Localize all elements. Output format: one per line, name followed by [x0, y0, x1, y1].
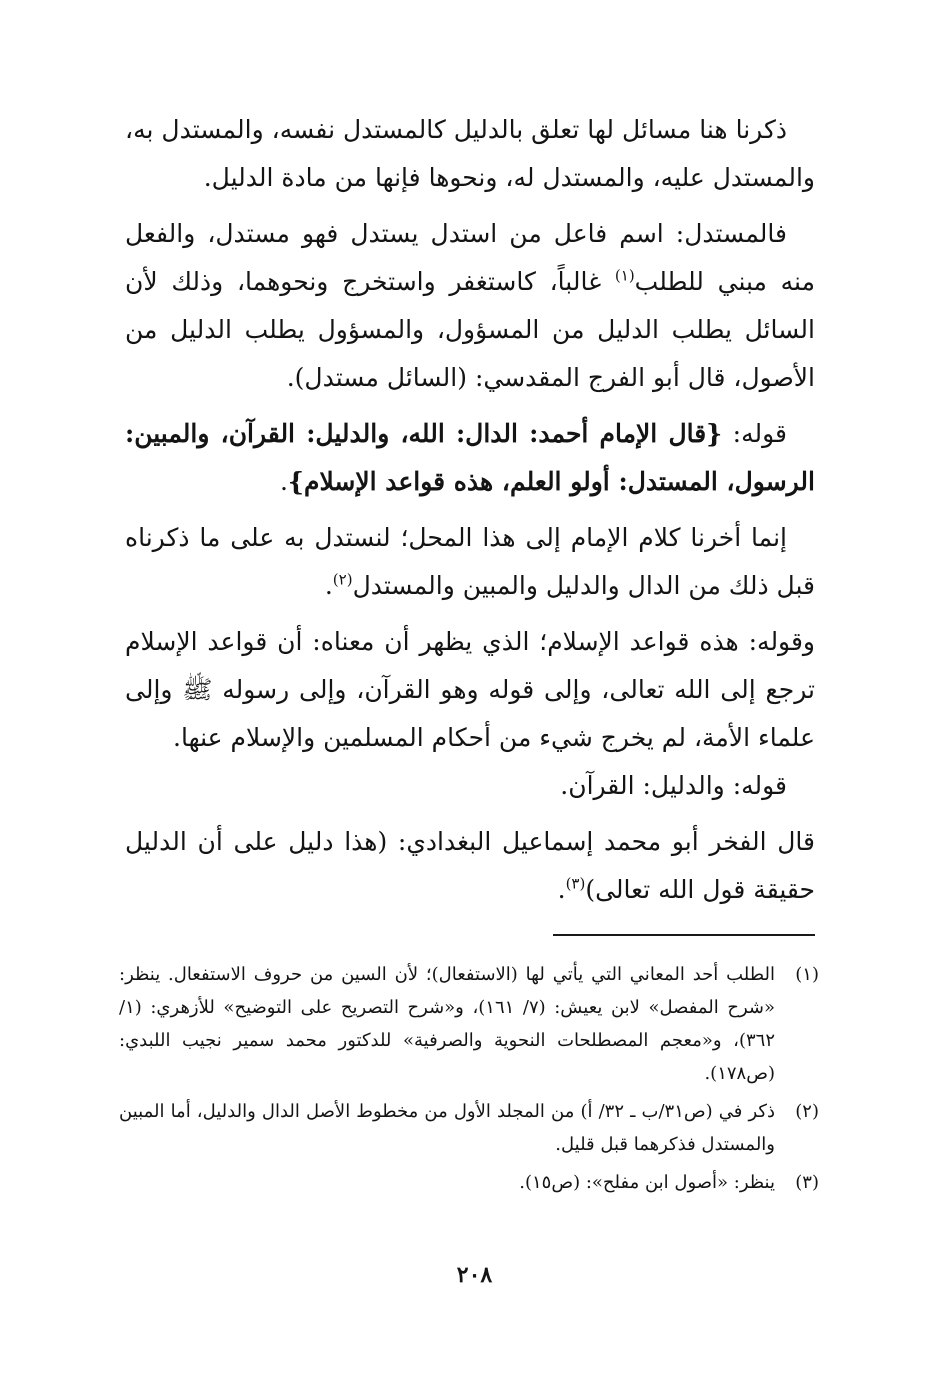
- footnote-text: الطلب أحد المعاني التي يأتي لها (الاستفعال)؛ لأن السين من حروف الاستفعال. ينظر: «شرح المفصل» لابن يعيش: (٧/ ١٦١)، و«شرح التصريح على التوضيح» للأزهري: (١/ ٣٦٢)، و«معجم المصطلحات النحوية والصرفية» للدكتور محمد سمير نجيب اللبدي: (ص١٧٨).: [119, 964, 776, 1084]
- paragraph-7: [125, 818, 815, 914]
- paragraph-6: [125, 762, 815, 810]
- paragraph-4-text-a: إنما أخرنا كلام الإمام إلى هذا المحل؛ لنستدل به على ما ذكرناه قبل ذلك من الدال والدليل والمبين والمستدل: [125, 523, 815, 600]
- paragraph-2-text-a: فالمستدل: اسم فاعل من استدل يستدل فهو مستدل، والفعل منه مبني للطلب: [125, 219, 815, 296]
- footnote-ref-1: (١): [614, 266, 635, 285]
- footnote-1: [119, 958, 819, 1090]
- footnote-text: ذكر في (ص٣١/ب ـ ٣٢/ أ) من المجلد الأول من مخطوط الأصل الدال والدليل، أما المبين والمستدل فذكرهما قبل قليل.: [119, 1101, 776, 1155]
- footnote-number: (٢): [795, 1101, 819, 1122]
- paragraph-1: [125, 106, 815, 202]
- footnote-number: (١): [795, 964, 819, 985]
- paragraph-6-text: قوله: والدليل: القرآن.: [560, 771, 787, 800]
- footnote-2: [119, 1095, 819, 1161]
- page-number: ٢٠٨: [456, 1262, 493, 1288]
- paragraph-5-text: وقوله: هذه قواعد الإسلام؛ الذي يظهر أن معناه: أن قواعد الإسلام ترجع إلى الله تعالى، وإلى قوله وهو القرآن، وإلى رسوله ﷺ وإلى علماء الأمة، لم يخرج شيء من أحكام المسلمين والإسلام عنها.: [125, 627, 815, 752]
- paragraph-7-text-a: قال الفخر أبو محمد إسماعيل البغدادي: (هذا دليل على أن الدليل حقيقة قول الله تعالى): [125, 827, 815, 904]
- footnote-ref-3: (٣): [565, 874, 586, 893]
- paragraph-5: [125, 618, 815, 762]
- footnote-number: (٣): [795, 1172, 819, 1193]
- footnote-3: [119, 1166, 819, 1199]
- paragraph-3-end: .: [279, 467, 288, 496]
- paragraph-4: [125, 514, 815, 610]
- paragraph-2-text-b: غالباً، كاستغفر واستخرج ونحوهما، وذلك لأن السائل يطلب الدليل من المسؤول، والمسؤول يطلب الدليل من الأصول، قال أبو الفرج المقدسي: (السائل مستدل).: [125, 267, 815, 392]
- footnote-text: ينظر: «أصول ابن مفلح»: (ص١٥).: [519, 1172, 775, 1193]
- paragraph-3-lead: قوله:: [722, 419, 787, 448]
- footnote-divider: [553, 934, 815, 936]
- paragraph-1-text: ذكرنا هنا مسائل لها تعلق بالدليل كالمستدل نفسه، والمستدل به، والمستدل عليه، والمستدل له، ونحوها فإنها من مادة الدليل.: [125, 115, 815, 192]
- imam-ahmad-quote: {قال الإمام أحمد: الدال: الله، والدليل: القرآن، والمبين: الرسول، المستدل: أولو العلم، هذه قواعد الإسلام}: [125, 419, 815, 496]
- main-text: [125, 106, 815, 914]
- footnotes: [119, 958, 819, 1204]
- paragraph-4-text-b: .: [324, 571, 333, 600]
- paragraph-7-text-b: .: [557, 875, 566, 904]
- footnote-ref-2: (٢): [332, 570, 353, 589]
- paragraph-2: [125, 210, 815, 402]
- paragraph-3: [125, 410, 815, 506]
